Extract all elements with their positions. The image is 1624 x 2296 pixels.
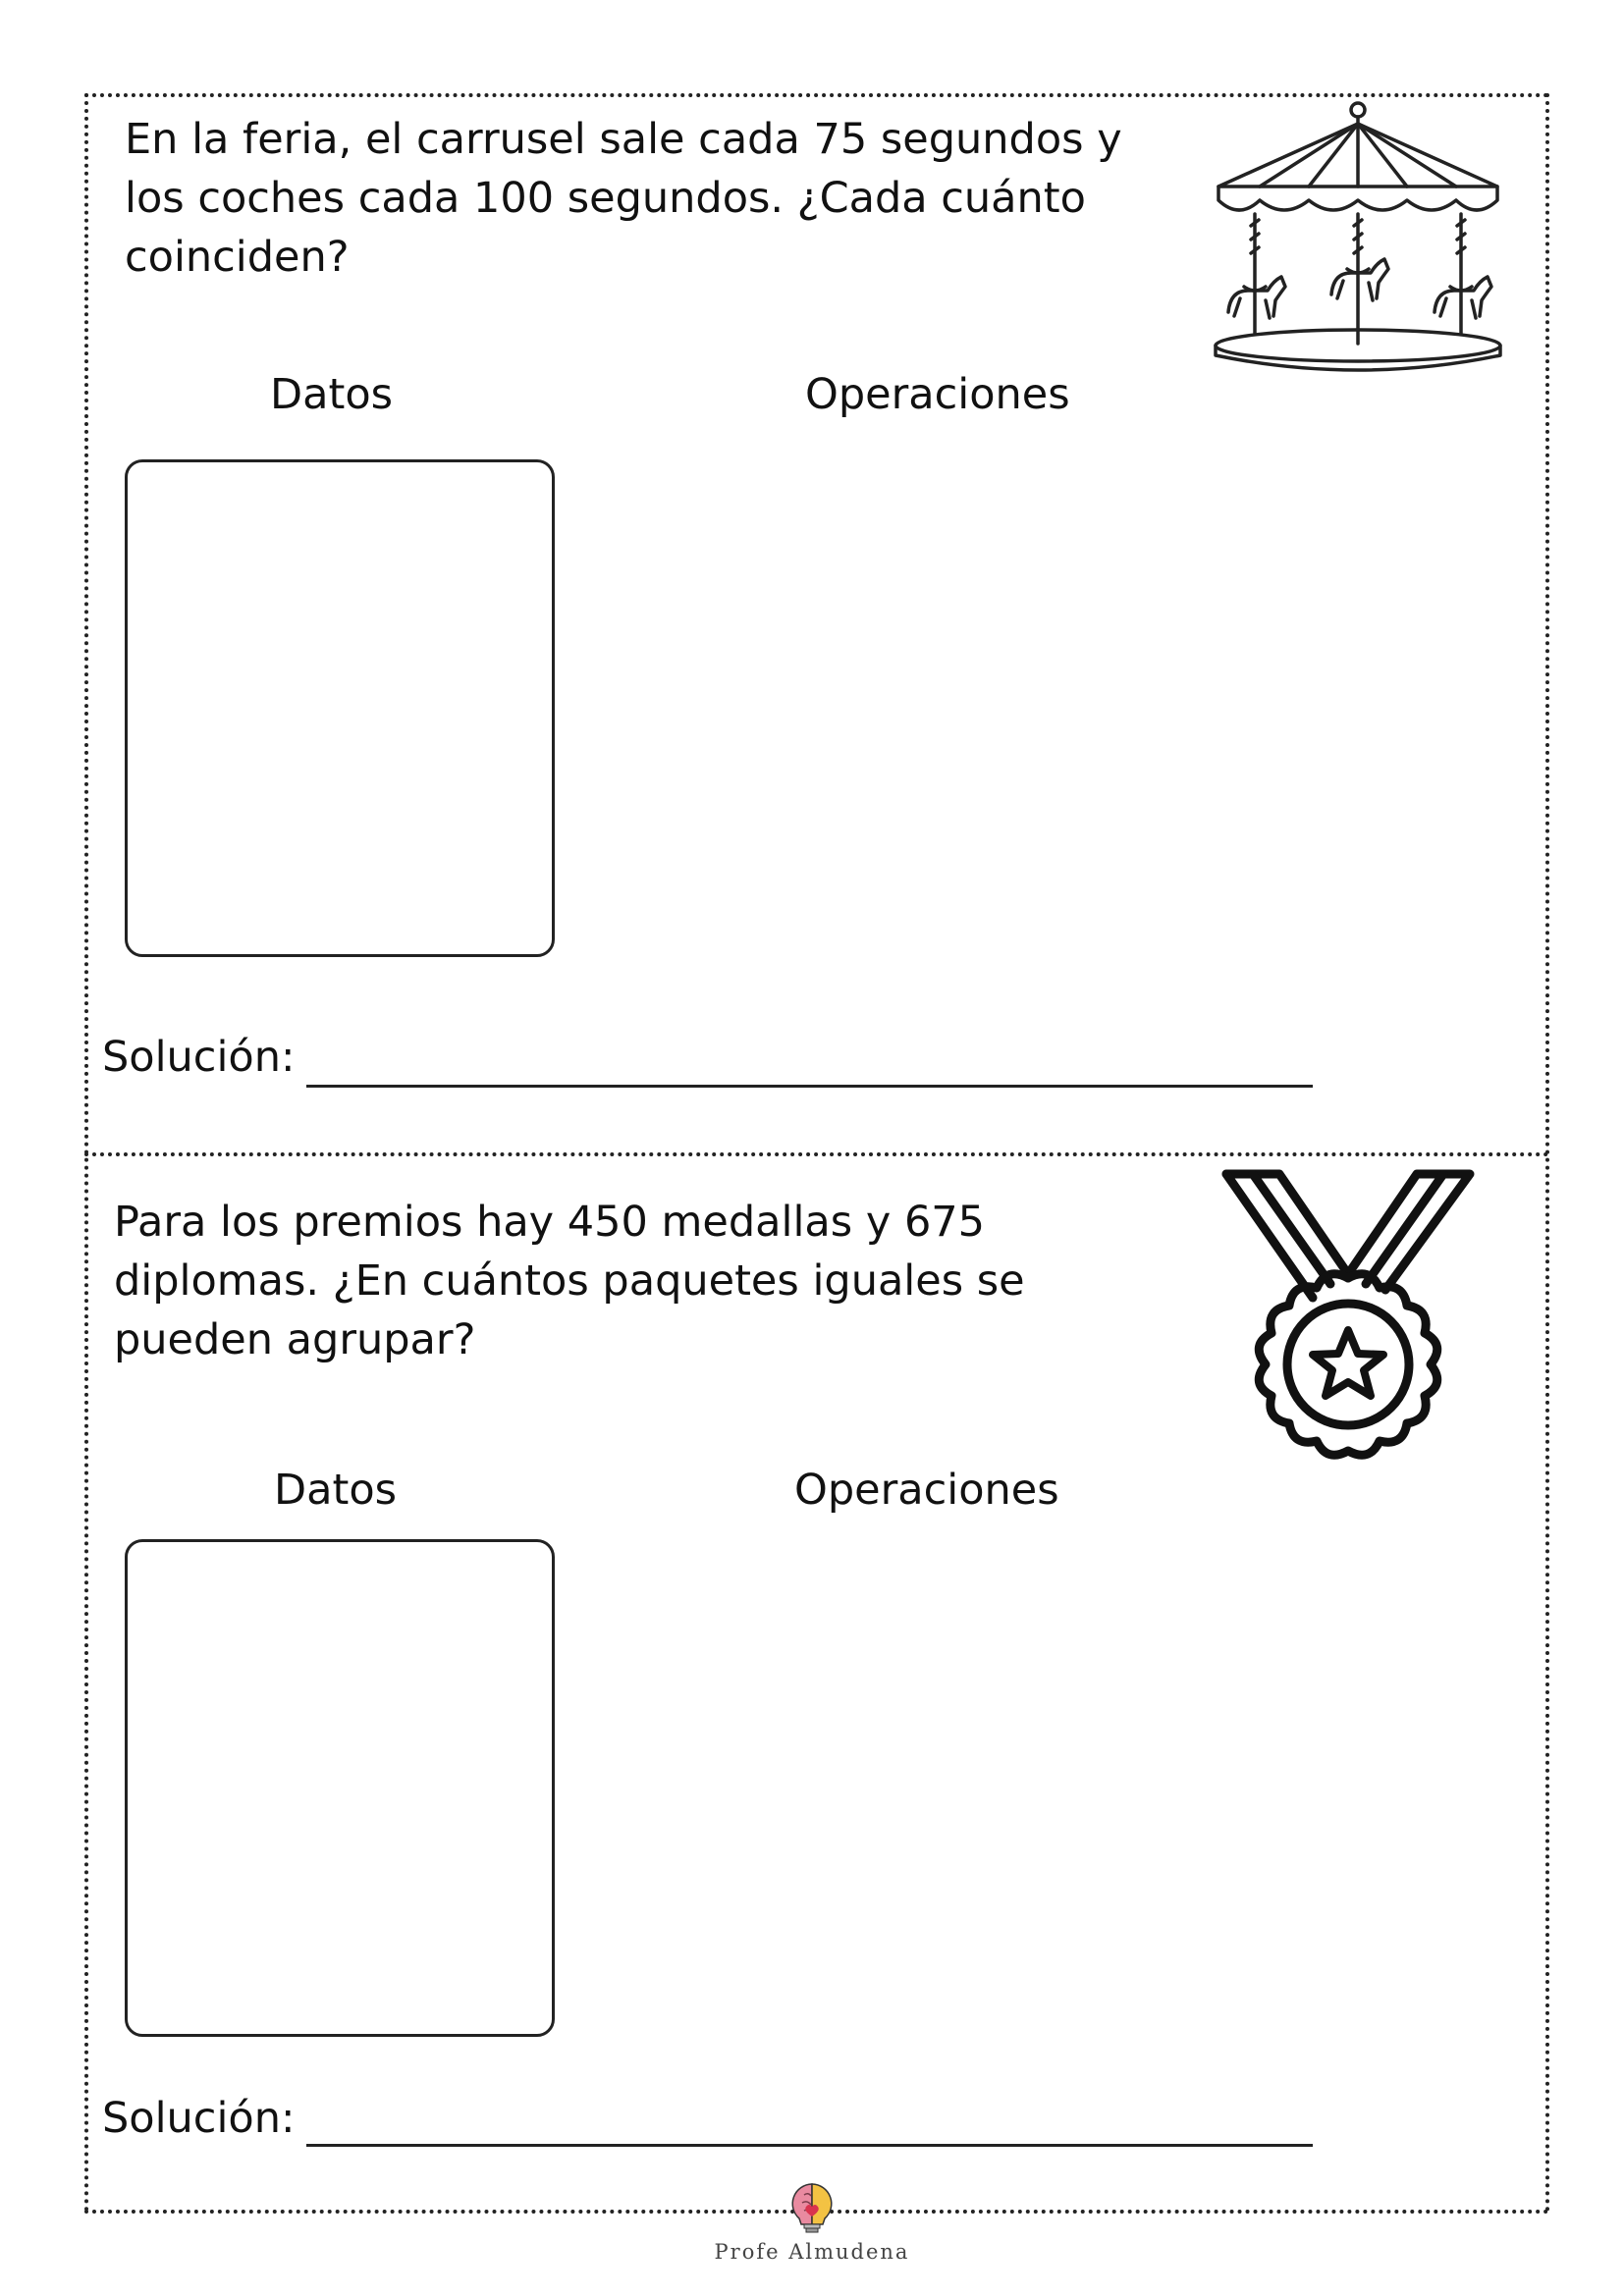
problem-1-solution-label: Solución: [102, 1033, 296, 1082]
lightbulb-brain-icon [787, 2219, 837, 2238]
problem-2-operations-label: Operaciones [794, 1466, 1059, 1515]
problem-2-answer-line[interactable] [306, 2144, 1313, 2147]
carousel-icon [1211, 98, 1505, 373]
problem-2-statement: Para los premios hay 450 medallas y 675 diplomas. ¿En cuántos paquetes iguales se pueden agrupar? [114, 1198, 1025, 1364]
problem-1-statement: En la feria, el carrusel sale cada 75 segundos y los coches cada 100 segundos. ¿Cada cuánto coinciden? [125, 115, 1122, 282]
problem-1-data-box[interactable] [125, 459, 555, 957]
problem-2-solution-label: Solución: [102, 2094, 296, 2143]
problem-2-data-label: Datos [274, 1466, 398, 1515]
brand-name: Profe Almudena [714, 2240, 910, 2264]
medal-icon [1220, 1168, 1476, 1474]
problem-1-data-label: Datos [270, 370, 394, 419]
problem-divider [84, 1152, 1549, 1156]
problem-2-data-box[interactable] [125, 1539, 555, 2037]
problem-1-answer-line[interactable] [306, 1085, 1313, 1088]
problem-1-operations-label: Operaciones [805, 370, 1070, 419]
brand-footer [714, 2181, 910, 2264]
